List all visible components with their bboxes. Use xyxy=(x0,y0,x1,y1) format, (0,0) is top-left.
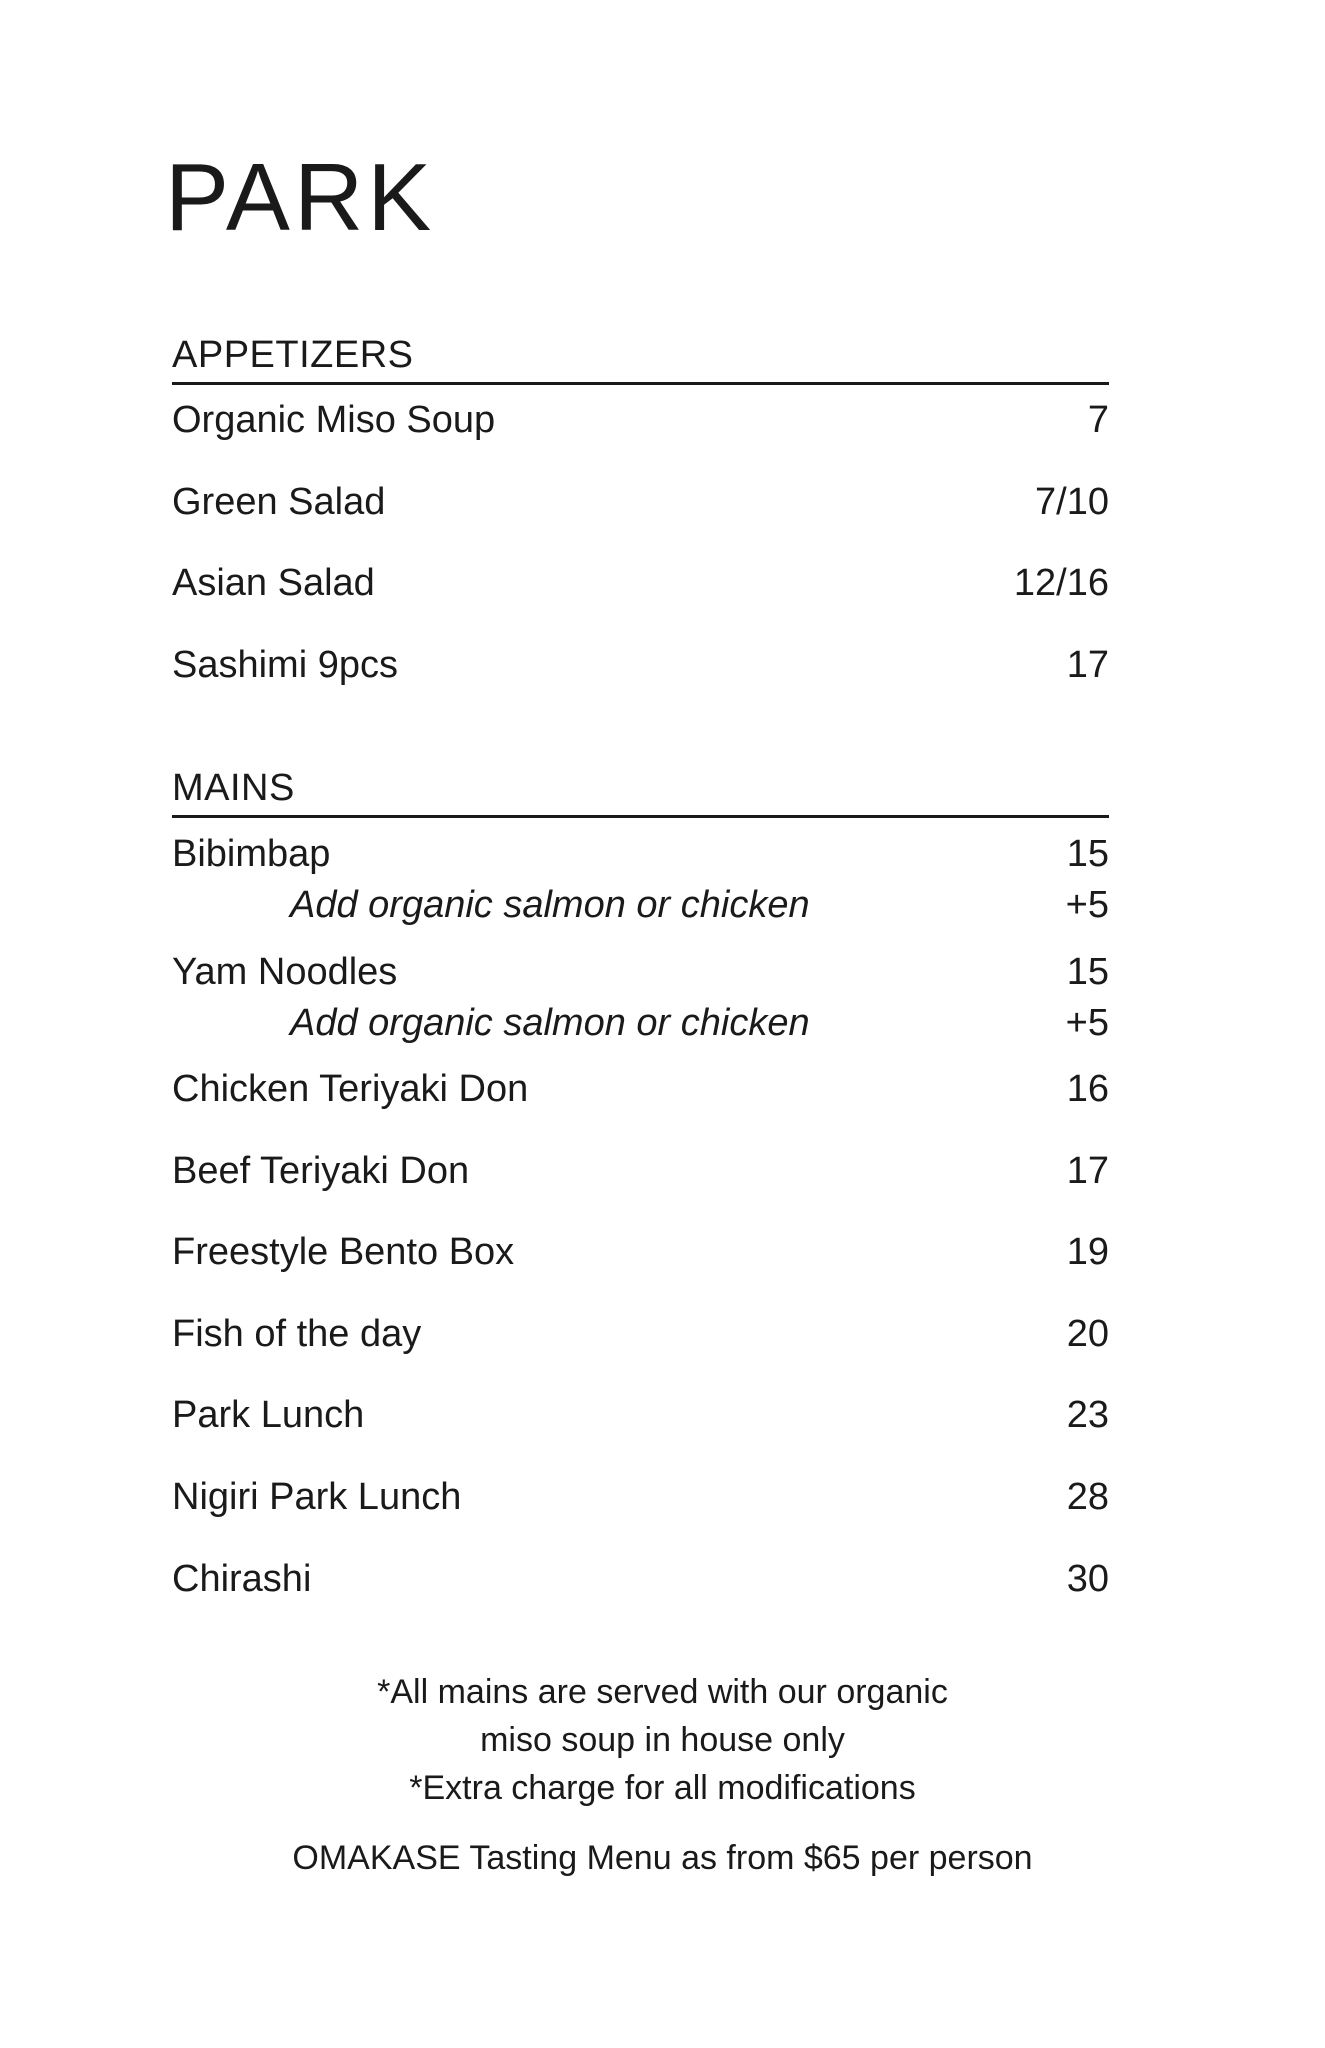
item-name: Nigiri Park Lunch xyxy=(172,1476,462,1518)
menu-item xyxy=(172,561,1109,605)
item-price: 30 xyxy=(1066,1558,1109,1600)
item-price: 17 xyxy=(1066,1150,1109,1192)
item-name: Sashimi 9pcs xyxy=(172,644,398,686)
footnote: miso soup in house only xyxy=(480,1721,845,1759)
item-name: Chicken Teriyaki Don xyxy=(172,1068,529,1110)
menu-item-addon xyxy=(172,883,1109,927)
menu-item xyxy=(172,398,1109,442)
item-price: 15 xyxy=(1066,833,1109,875)
item-name: Freestyle Bento Box xyxy=(172,1231,515,1273)
menu-item xyxy=(172,1067,1109,1111)
item-name: Fish of the day xyxy=(172,1313,422,1355)
addon-price: +5 xyxy=(1065,1002,1109,1044)
item-price: 12/16 xyxy=(1013,562,1109,604)
item-price: 20 xyxy=(1066,1313,1109,1355)
item-name: Beef Teriyaki Don xyxy=(172,1150,470,1192)
menu-item xyxy=(172,643,1109,687)
item-price: 19 xyxy=(1066,1231,1109,1273)
menu-item xyxy=(172,480,1109,524)
item-name: Asian Salad xyxy=(172,562,375,604)
item-price: 7 xyxy=(1087,399,1109,441)
item-price: 7/10 xyxy=(1035,481,1109,523)
footnotes xyxy=(0,1668,1325,1812)
restaurant-title: PARK xyxy=(165,144,436,251)
item-name: Bibimbap xyxy=(172,833,331,875)
menu-item xyxy=(172,1230,1109,1274)
menu-item xyxy=(172,950,1109,994)
item-price: 16 xyxy=(1066,1068,1109,1110)
addon-price: +5 xyxy=(1065,884,1109,926)
menu-item xyxy=(172,1312,1109,1356)
mains-heading: MAINS xyxy=(172,769,1109,818)
menu-item xyxy=(172,1393,1109,1437)
item-name: Park Lunch xyxy=(172,1394,365,1436)
menu-item xyxy=(172,1475,1109,1519)
item-price: 23 xyxy=(1066,1394,1109,1436)
item-price: 17 xyxy=(1066,644,1109,686)
menu-item xyxy=(172,832,1109,876)
item-name: Organic Miso Soup xyxy=(172,399,496,441)
addon-text: Add organic salmon or chicken xyxy=(290,1002,810,1044)
item-price: 28 xyxy=(1066,1476,1109,1518)
item-name: Yam Noodles xyxy=(172,951,398,993)
item-price: 15 xyxy=(1066,951,1109,993)
menu-item-addon xyxy=(172,1001,1109,1045)
menu-item xyxy=(172,1557,1109,1601)
addon-text: Add organic salmon or chicken xyxy=(290,884,810,926)
footnote: *Extra charge for all modifications xyxy=(409,1769,916,1807)
item-name: Green Salad xyxy=(172,481,386,523)
omakase-note: OMAKASE Tasting Menu as from $65 per person xyxy=(292,1839,1033,1877)
item-name: Chirashi xyxy=(172,1558,312,1600)
menu-item xyxy=(172,1149,1109,1193)
footnote: *All mains are served with our organic xyxy=(377,1673,948,1711)
appetizers-heading: APPETIZERS xyxy=(172,336,1109,385)
